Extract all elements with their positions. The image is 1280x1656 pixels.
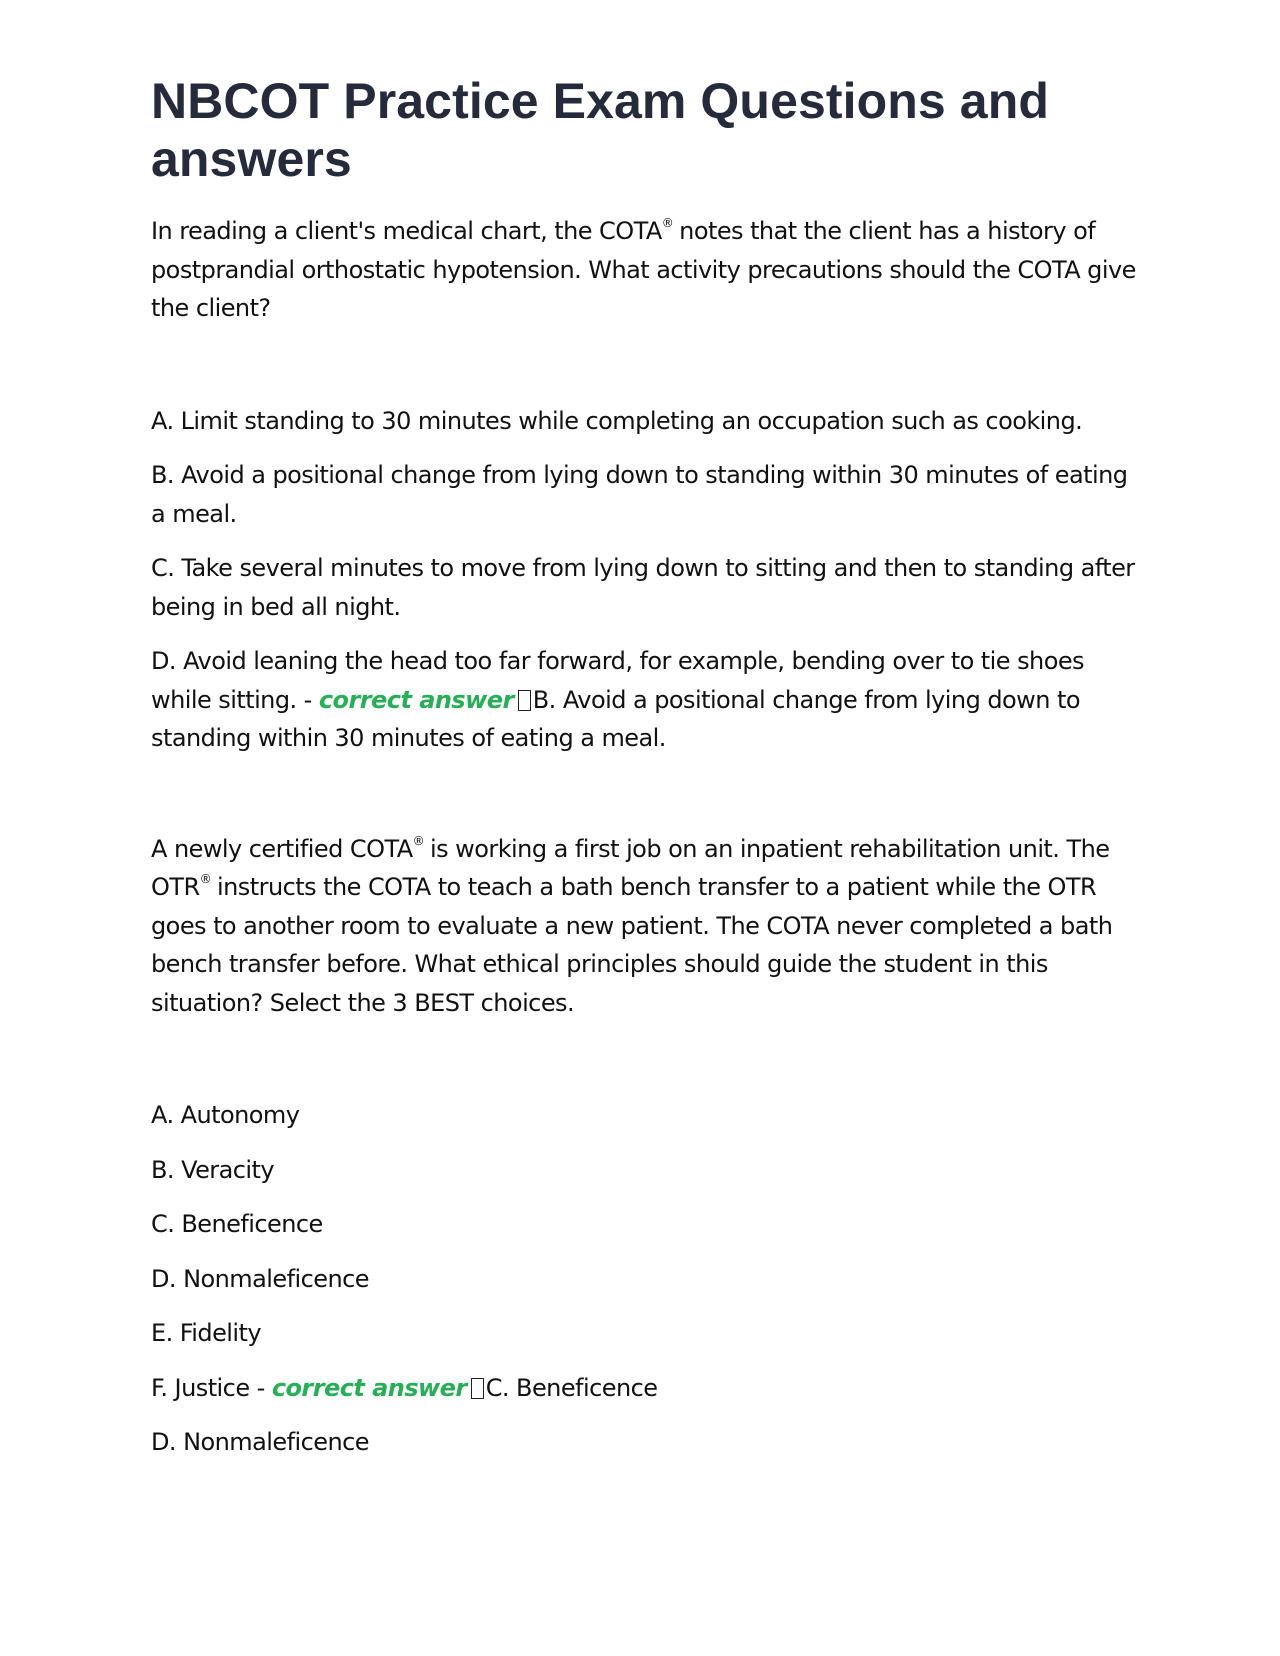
document-title: NBCOT Practice Exam Questions and answers [151, 73, 1050, 187]
question-1-stem: In reading a client's medical chart, the COTA® notes that the client has a history of postprandial orthostatic hypotension. What activity precautions should the COTA give the client? [151, 216, 1136, 322]
registered-mark: ® [661, 216, 674, 230]
question-2-option-d: D. Nonmaleficence [151, 1264, 370, 1293]
question-1-option-c: C. Take several minutes to move from lying down to sitting and then to standing after being in bed all night. [151, 554, 1135, 621]
question-1-answer: B. Avoid a positional change from lying down to standing within 30 minutes of eating a meal. [151, 685, 1080, 752]
correct-answer-label: correct answer [318, 685, 514, 714]
question-1-option-d: D. Avoid leaning the head too far forward, for example, bending over to tie shoes while sitting. - correct answer B. Avoid a positional change from lying down to standing within 30 minutes of eating a meal. [151, 647, 1084, 752]
question-1-option-a: A. Limit standing to 30 minutes while completing an occupation such as cooking. [151, 406, 1083, 435]
box-glyph-icon [471, 1378, 484, 1399]
question-2-answer-extra: D. Nonmaleficence [151, 1428, 370, 1456]
question-2-option-a: A. Autonomy [151, 1101, 300, 1129]
registered-mark: ® [412, 833, 425, 848]
question-2-stem: A newly certified COTA® is working a first job on an inpatient rehabilitation unit. The OTR® instructs the COTA to teach a bath bench transfer to a patient while the OTR goes to another room to evaluate a new patient. The COTA never completed a bath bench transfer before. What ethical principles should guide the student in this situation? Select the 3 BEST choices. [151, 833, 1113, 1017]
question-2-option-f: F. Justice - correct answer C. Beneficence [151, 1373, 658, 1402]
question-2-option-c: C. Beneficence [151, 1210, 323, 1238]
registered-mark: ® [199, 872, 212, 886]
question-1-option-b: B. Avoid a positional change from lying down to standing within 30 minutes of eating a meal. [151, 461, 1128, 528]
box-glyph-icon [518, 690, 531, 711]
question-2-option-e: E. Fidelity [151, 1319, 262, 1347]
document-page [151, 72, 1136, 1478]
correct-answer-label: correct answer [271, 1373, 467, 1402]
question-2-answer: C. Beneficence [485, 1373, 658, 1402]
question-2-option-b: B. Veracity [151, 1155, 275, 1184]
